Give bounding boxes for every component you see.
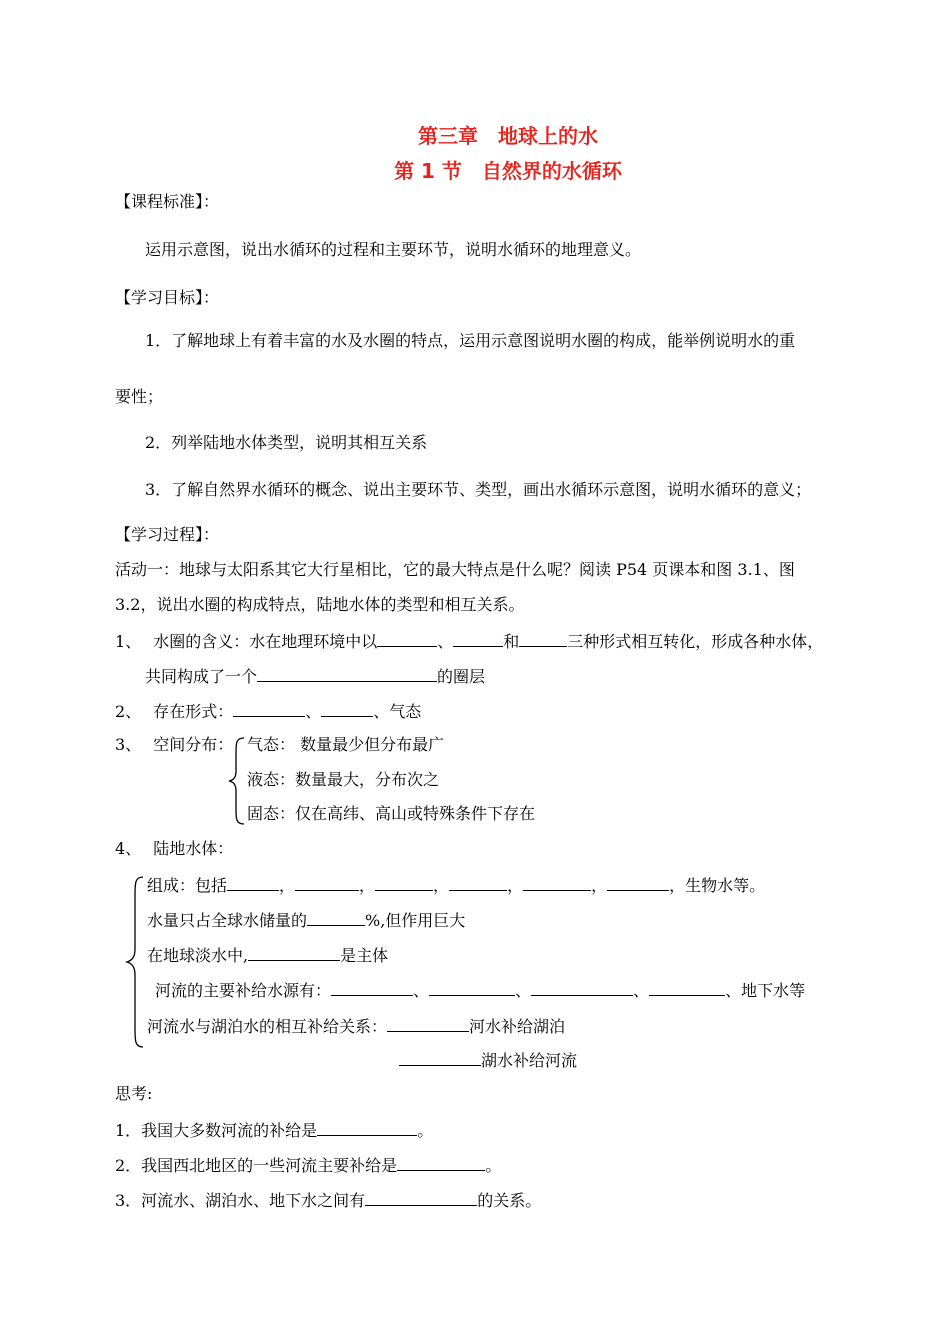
standard-heading: 【课程标准】：	[115, 192, 220, 211]
objective-3: 3．了解自然界水循环的概念、说出主要环节、类型，画出水循环示意图，说明水循环的意义；	[145, 480, 812, 499]
fill-blank[interactable]	[453, 630, 503, 647]
objective-1-line2: 要性；	[115, 387, 164, 406]
chapter-title: 第三章 地球上的水	[418, 124, 598, 148]
land-water-amount: 水量只占全球水储量的 %,但作用巨大	[147, 911, 466, 930]
fill-blank[interactable]	[523, 874, 591, 891]
question-1-line1: 1、 水圈的含义：水在地理环境中以 、 和 三种形式相互转化，形成各种水体，	[115, 632, 824, 651]
activity-line2: 3.2，说出水圈的构成特点，陆地水体的类型和相互关系。	[115, 595, 525, 614]
brace-bracket	[226, 735, 248, 827]
fill-blank[interactable]	[375, 874, 433, 891]
fill-blank[interactable]	[377, 630, 437, 647]
freshwater-main-body: 在地球淡水中, 是主体	[147, 946, 389, 965]
land-water-composition: 组成：包括 ， ， ， ， ， ，生物水等。	[147, 876, 766, 895]
distribution-gas: 气态： 数量最少但分布最广	[247, 735, 445, 754]
think-2: 2．我国西北地区的一些河流主要补给是 。	[115, 1156, 502, 1175]
question-1-line2: 共同构成了一个 的圈层	[145, 667, 486, 686]
question-3: 3、 空间分布：	[115, 735, 234, 754]
fill-blank[interactable]	[257, 665, 437, 682]
fill-blank[interactable]	[429, 979, 515, 996]
question-number: 1、	[115, 632, 142, 651]
fill-blank[interactable]	[307, 909, 365, 926]
think-3: 3．河流水、湖泊水、地下水之间有 的关系。	[115, 1191, 542, 1210]
objective-1-line1: 1．了解地球上有着丰富的水及水圈的特点，运用示意图说明水圈的构成，能举例说明水的重	[145, 331, 796, 350]
standard-text: 运用示意图，说出水循环的过程和主要环节，说明水循环的地理意义。	[145, 240, 642, 259]
fill-blank[interactable]	[227, 874, 279, 891]
think-heading: 思考:	[115, 1084, 153, 1103]
activity-line1: 活动一：地球与太阳系其它大行星相比，它的最大特点是什么呢？阅读 P54 页课本和图 3.1、图	[115, 560, 795, 579]
section-title: 第 1 节 自然界的水循环	[394, 159, 622, 183]
fill-blank[interactable]	[233, 700, 305, 717]
lake-river-relation: 湖水补给河流	[399, 1049, 577, 1071]
objectives-heading: 【学习目标】：	[115, 288, 220, 307]
fill-blank[interactable]	[397, 1154, 485, 1171]
fill-blank[interactable]	[321, 700, 373, 717]
fill-blank[interactable]	[387, 1015, 469, 1032]
fill-blank[interactable]	[248, 944, 340, 961]
question-2: 2、 存在形式： 、 、气态	[115, 702, 422, 721]
process-heading: 【学习过程】：	[115, 525, 220, 544]
river-recharge-sources: 河流的主要补给水源有： 、 、 、 、地下水等	[155, 981, 806, 1000]
distribution-solid: 固态：仅在高纬、高山或特殊条件下存在	[247, 804, 536, 823]
fill-blank[interactable]	[317, 1119, 417, 1136]
objective-2: 2．列举陆地水体类型，说明其相互关系	[145, 433, 428, 452]
fill-blank[interactable]	[519, 630, 567, 647]
distribution-liquid: 液态：数量最大，分布次之	[247, 770, 440, 789]
fill-blank[interactable]	[331, 979, 413, 996]
think-1: 1．我国大多数河流的补给是 。	[115, 1121, 434, 1140]
question-4: 4、 陆地水体：	[115, 839, 234, 858]
fill-blank[interactable]	[531, 979, 633, 996]
fill-blank[interactable]	[399, 1049, 481, 1066]
fill-blank[interactable]	[449, 874, 507, 891]
fill-blank[interactable]	[295, 874, 359, 891]
fill-blank[interactable]	[365, 1189, 477, 1206]
fill-blank[interactable]	[607, 874, 669, 891]
river-lake-relation: 河流水与湖泊水的相互补给关系： 河水补给湖泊	[147, 1017, 566, 1036]
brace-bracket	[124, 874, 146, 1050]
fill-blank[interactable]	[649, 979, 725, 996]
